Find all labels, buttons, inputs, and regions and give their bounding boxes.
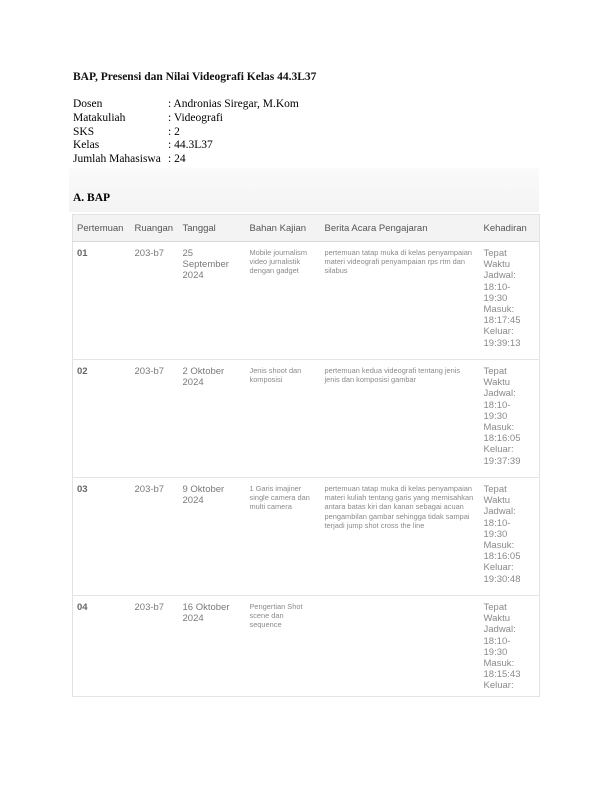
header-ruangan: Ruangan [131,215,179,242]
cell-tanggal: 2 Oktober 2024 [179,360,246,478]
section-band [69,168,539,212]
info-value: : 44.3L37 [168,139,213,152]
cell-bahan-kajian: Pengertian Shot scene dan sequence [246,596,321,697]
table-row [73,596,540,697]
kehadiran-line: 19:39:13 [483,337,521,349]
course-info [73,98,299,167]
table-row [73,360,540,478]
cell-tanggal: 25 September 2024 [179,242,246,360]
header-kehadiran: Kehadiran [480,215,540,242]
cell-tanggal: 16 Oktober 2024 [179,596,246,697]
cell-pertemuan: 04 [73,596,131,697]
cell-kehadiran [480,360,540,478]
kehadiran-line: 18:10- [483,635,511,647]
cell-bahan-kajian: Mobile journalism video jurnalistik dengan gadget [246,242,321,360]
cell-berita-acara: pertemuan tatap muka di kelas penyampaian materi videografi penyampaian rps rtm dan silabus [321,242,480,360]
cell-berita-acara: pertemuan kedua videografi tentang jenis jenis dan komposisi gambar [321,360,480,478]
kehadiran-line: Keluar: [483,326,514,338]
kehadiran-line: Waktu [483,495,511,507]
cell-pertemuan: 03 [73,478,131,596]
info-value: : 24 [168,153,186,166]
cell-berita-acara: pertemuan tatap muka di kelas penyampaian materi kuliah tentang garis yang memisahkan antara batas kiri dan kanan sebagai acuan pengambilan gambar sehingga tidak sampai terjadi jump shot cross the line [321,478,480,596]
kehadiran-line: Jadwal: [483,388,516,400]
cell-ruangan: 203-b7 [131,242,179,360]
kehadiran-line: Masuk: [483,304,515,316]
kehadiran-line: 19:37:39 [483,455,521,467]
cell-pertemuan: 02 [73,360,131,478]
info-label: Matakuliah [73,111,126,124]
cell-kehadiran [480,478,540,596]
kehadiran-line: 19:30:48 [483,573,521,585]
kehadiran-line: 18:17:45 [483,315,521,327]
kehadiran-line: 19:30 [483,646,508,658]
info-row-kelas [73,139,299,153]
kehadiran-line: Masuk: [483,422,515,434]
kehadiran-line: Jadwal: [483,506,516,518]
kehadiran-line: 19:30 [483,292,508,304]
document-title: BAP, Presensi dan Nilai Videografi Kelas 44.3L37 [73,71,317,83]
kehadiran-line: Tepat [483,484,507,495]
kehadiran-line: 18:15:43 [483,669,521,681]
info-value: : 2 [168,125,180,138]
bap-table [72,214,540,697]
kehadiran-line: 18:10- [483,517,511,529]
info-label: Dosen [73,98,103,110]
cell-kehadiran [480,596,540,697]
cell-ruangan: 203-b7 [131,478,179,596]
kehadiran-line: Keluar: [483,680,514,692]
info-row-dosen [73,98,299,112]
kehadiran-line: 18:10- [483,281,511,293]
cell-ruangan: 203-b7 [131,360,179,478]
kehadiran-line: Waktu [483,259,511,271]
section-title: A. BAP [73,192,111,204]
kehadiran-line: Keluar: [483,444,514,456]
kehadiran-line: Masuk: [483,658,515,670]
cell-ruangan: 203-b7 [131,596,179,697]
info-row-matakuliah [73,112,299,126]
kehadiran-line: Keluar: [483,562,514,574]
header-tanggal: Tanggal [179,215,246,242]
info-row-sks [73,126,299,140]
cell-bahan-kajian: 1 Garis imajiner single camera dan multi camera [246,478,321,596]
cell-bahan-kajian: Jenis shoot dan komposisi [246,360,321,478]
header-bahan-kajian: Bahan Kajian [246,215,321,242]
info-label: Jumlah Mahasiswa [73,153,161,166]
kehadiran-line: Masuk: [483,540,515,552]
kehadiran-line: 18:10- [483,399,511,411]
info-row-jumlah-mahasiswa [73,153,299,167]
kehadiran-line: 18:16:05 [483,433,521,445]
cell-pertemuan: 01 [73,242,131,360]
kehadiran-line: Jadwal: [483,624,516,636]
table-row [73,478,540,596]
kehadiran-line: Tepat [483,248,507,259]
info-label: SKS [73,125,95,138]
info-value: : Videografi [168,111,223,124]
cell-tanggal: 9 Oktober 2024 [179,478,246,596]
kehadiran-line: Waktu [483,377,511,389]
kehadiran-line: 19:30 [483,410,508,422]
kehadiran-line: Jadwal: [483,270,516,282]
table-header-row [73,215,540,242]
kehadiran-line: 19:30 [483,528,508,540]
header-berita-acara: Berita Acara Pengajaran [321,215,480,242]
kehadiran-line: Waktu [483,613,511,625]
table-row [73,242,540,360]
info-label: Kelas [73,139,100,152]
kehadiran-line: 18:16:05 [483,551,521,563]
kehadiran-line: Tepat [483,602,507,613]
cell-berita-acara [321,596,480,697]
header-pertemuan: Pertemuan [73,215,131,242]
cell-kehadiran [480,242,540,360]
kehadiran-line: Tepat [483,366,507,377]
info-value: : Andronias Siregar, M.Kom [168,98,299,110]
